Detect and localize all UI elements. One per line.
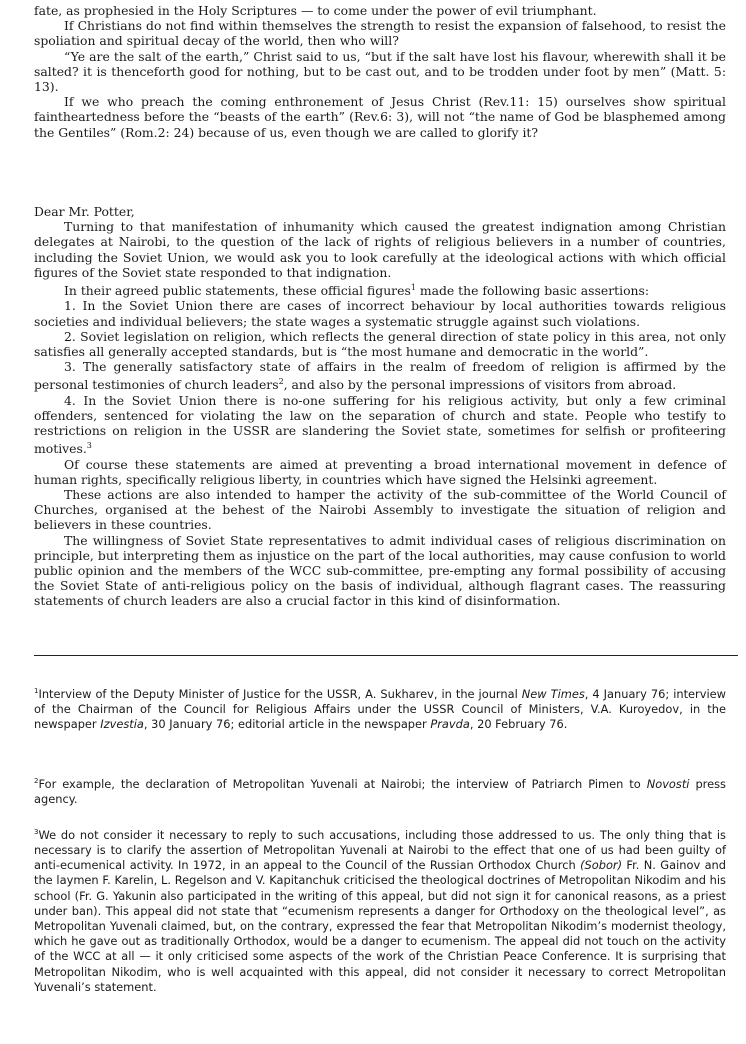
paragraph-assertions-intro: In their agreed public statements, these official figures$^1$ made the following basic assertions: <box>64 283 650 299</box>
assertion-item-3: 3. The generally satisfactory state of affairs in the realm of freedom of religion is affirmed by the personal testimonies of church leaders$^2$, and also by the personal impressions of visitors from abroad. <box>34 359 726 393</box>
footnote-mark-1: 1 <box>34 687 39 695</box>
assertion-item-4: 4. In the Soviet Union there is no-one suffering for his religious activity, but only a few criminal offenders, sentenced for violating the law on the separation of church and state. People who testify to restrictions on religion in the USSR are slandering the Soviet state, sometimes for selfish or profiteering motives.$^3$ <box>34 392 726 457</box>
footnote-1: $^1$Interview of the Deputy Minister of Justice for the USSR, A. Sukharev, in the journal New Times, 4 January 76; interview of the Chairman of the Council for Religious Affairs under the USSR Council of Ministers, V.A. Kuroyedov, in the newspaper Izvestia, 30 January 76; editorial article in the newspaper Pravda, 20 February 76. <box>34 686 726 732</box>
footnote-mark-2: 2 <box>34 777 39 785</box>
footnote-ref-1: 1 <box>410 283 416 293</box>
paragraph-fate: fate, as prophesied in the Holy Scriptures — to come under the power of evil triumphant. <box>34 3 597 18</box>
footnote-separator <box>34 655 738 656</box>
paragraph-nairobi-indignation: Turning to that manifestation of inhumanity which caused the greatest indignation among Christian delegates at Nairobi, to the question of the lack of rights of religious believers in a number of countries, including the Soviet Union, we would ask you to look carefully at the ideological actions with which official figures of the Soviet state responded to that indignation. <box>34 219 726 280</box>
paragraph-christians-resist: If Christians do not find within themselves the strength to resist the expansion of falsehood, to resist the spoliation and spiritual decay of the world, then who will? <box>34 18 726 49</box>
salutation: Dear Mr. Potter, <box>34 204 135 219</box>
footnote-ref-2: 2 <box>278 377 284 387</box>
footnote-2: $^2$For example, the declaration of Metropolitan Yuvenali at Nairobi; the interview of Patriarch Pimen to Novosti press agency. <box>34 776 726 806</box>
opening-section <box>34 3 726 140</box>
footnote-ref-3: 3 <box>86 441 92 451</box>
assertion-item-1: 1. In the Soviet Union there are cases of incorrect behaviour by local authorities towards religious societies and individual believers; the state wages a systematic struggle against such violations. <box>34 298 726 329</box>
letter-section <box>34 204 726 609</box>
paragraph-wcc-subcommittee: These actions are also intended to hamper the activity of the sub-committee of the World Council of Churches, organised at the behest of the Nairobi Assembly to investigate the situation of religion and believers in these countries. <box>34 487 726 533</box>
assertion-item-2: 2. Soviet legislation on religion, which reflects the general direction of state policy in this area, not only satisfies all generally accepted standards, but is “the most humane and democratic in the world”. <box>34 328 726 359</box>
paragraph-enthronement: If we who preach the coming enthronement of Jesus Christ (Rev.11: 15) ourselves show spiritual faintheartedness before the “beasts of the earth” (Rev.6: 3), will not “the name of God be blasphemed among the Gentiles” (Rom.2: 24) because of us, even though we are called to glorify it? <box>34 94 726 140</box>
footnote-3: $^3$We do not consider it necessary to reply to such accusations, including those addressed to us. The only thing that is necessary is to clarify the assertion of Metropolitan Yuvenali at Nairobi to the effect that one of us had been guilty of anti-ecumenical activity. In 1972, in an appeal to the Council of the Russian Orthodox Church (Sobor) Fr. N. Gainov and the laymen F. Karelin, L. Regelson and V. Kapitanchuk criticised the theological doctrines of Metropolitan Nikodim and his school (Fr. G. Yakunin also participated in the writing of this appeal, but did not sign it for canonical reasons, as a priest under ban). This appeal did not state that “ecumenism represents a danger for Orthodoxy on the theological level”, as Metropolitan Yuvenali claimed, but, on the contrary, expressed the fear that Metropolitan Nikodim’s modernist theology, which he gave out as traditionally Orthodox, would be a danger to ecumenism. The appeal did not touch on the activity of the WCC at all — it only criticised some aspects of the work of the Christian Peace Conference. It is surprising that Metropolitan Nikodim, who is well acquainted with this appeal, did not consider it necessary to correct Metropolitan Yuvenali’s statement. <box>34 827 727 994</box>
paragraph-disinformation: The willingness of Soviet State representatives to admit individual cases of religious discrimination on principle, but interpreting them as injustice on the part of the local authorities, may cause confusion to world public opinion and the members of the WCC sub-committee, pre-empting any formal possibility of accusing the Soviet State of anti-religious policy on the basis of individual, although flagrant cases. The reassuring statements of church leaders are also a crucial factor in this kind of disinformation. <box>34 532 726 609</box>
paragraph-salt-of-earth: “Ye are the salt of the earth,” Christ said to us, “but if the salt have lost his flavour, wherewith shall it be salted? it is thenceforth good for nothing, but to be cast out, and to be trodden under foot by men” (Matt. 5: 13). <box>34 48 726 95</box>
paragraph-helsinki: Of course these statements are aimed at preventing a broad international movement in defence of human rights, specifically religious liberty, in countries which have signed the Helsinki agreement. <box>34 456 726 487</box>
footnote-mark-3: 3 <box>34 828 39 836</box>
